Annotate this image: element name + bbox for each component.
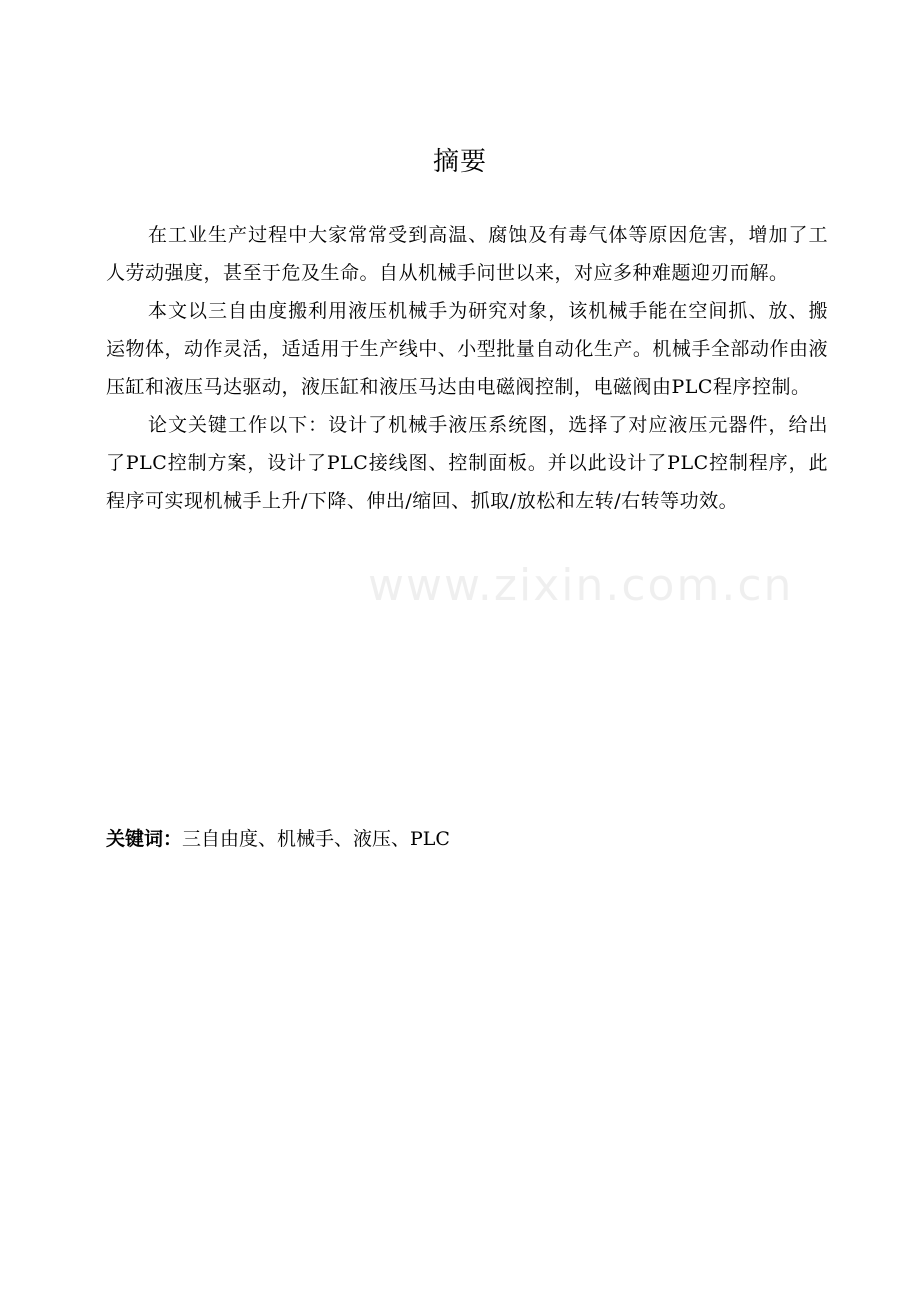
page-title: 摘要 <box>432 147 487 177</box>
keywords-label: 关键词： <box>106 828 183 850</box>
abstract-body <box>106 216 828 520</box>
watermark: www.zixin.com.cn <box>368 560 794 611</box>
keywords-value: 三自由度、机械手、液压、PLC <box>182 828 450 850</box>
abstract-paragraph-3: 论文关键工作以下：设计了机械手液压系统图，选择了对应液压元器件，给出了PLC控制方案，设计了PLC接线图、控制面板。并以此设计了PLC控制程序，此程序可实现机械手上升/下降、伸出/缩回、抓取/放松和左转/右转等功效。 <box>106 414 828 512</box>
abstract-paragraph-1: 在工业生产过程中大家常常受到高温、腐蚀及有毒气体等原因危害，增加了工人劳动强度，甚至于危及生命。自从机械手问世以来，对应多种难题迎刃而解。 <box>106 224 828 284</box>
abstract-paragraph-2: 本文以三自由度搬利用液压机械手为研究对象，该机械手能在空间抓、放、搬运物体，动作灵活，适适用于生产线中、小型批量自动化生产。机械手全部动作由液压缸和液压马达驱动，液压缸和液压马达由电磁阀控制，电磁阀由PLC程序控制。 <box>106 300 828 398</box>
keywords-line <box>106 822 450 856</box>
